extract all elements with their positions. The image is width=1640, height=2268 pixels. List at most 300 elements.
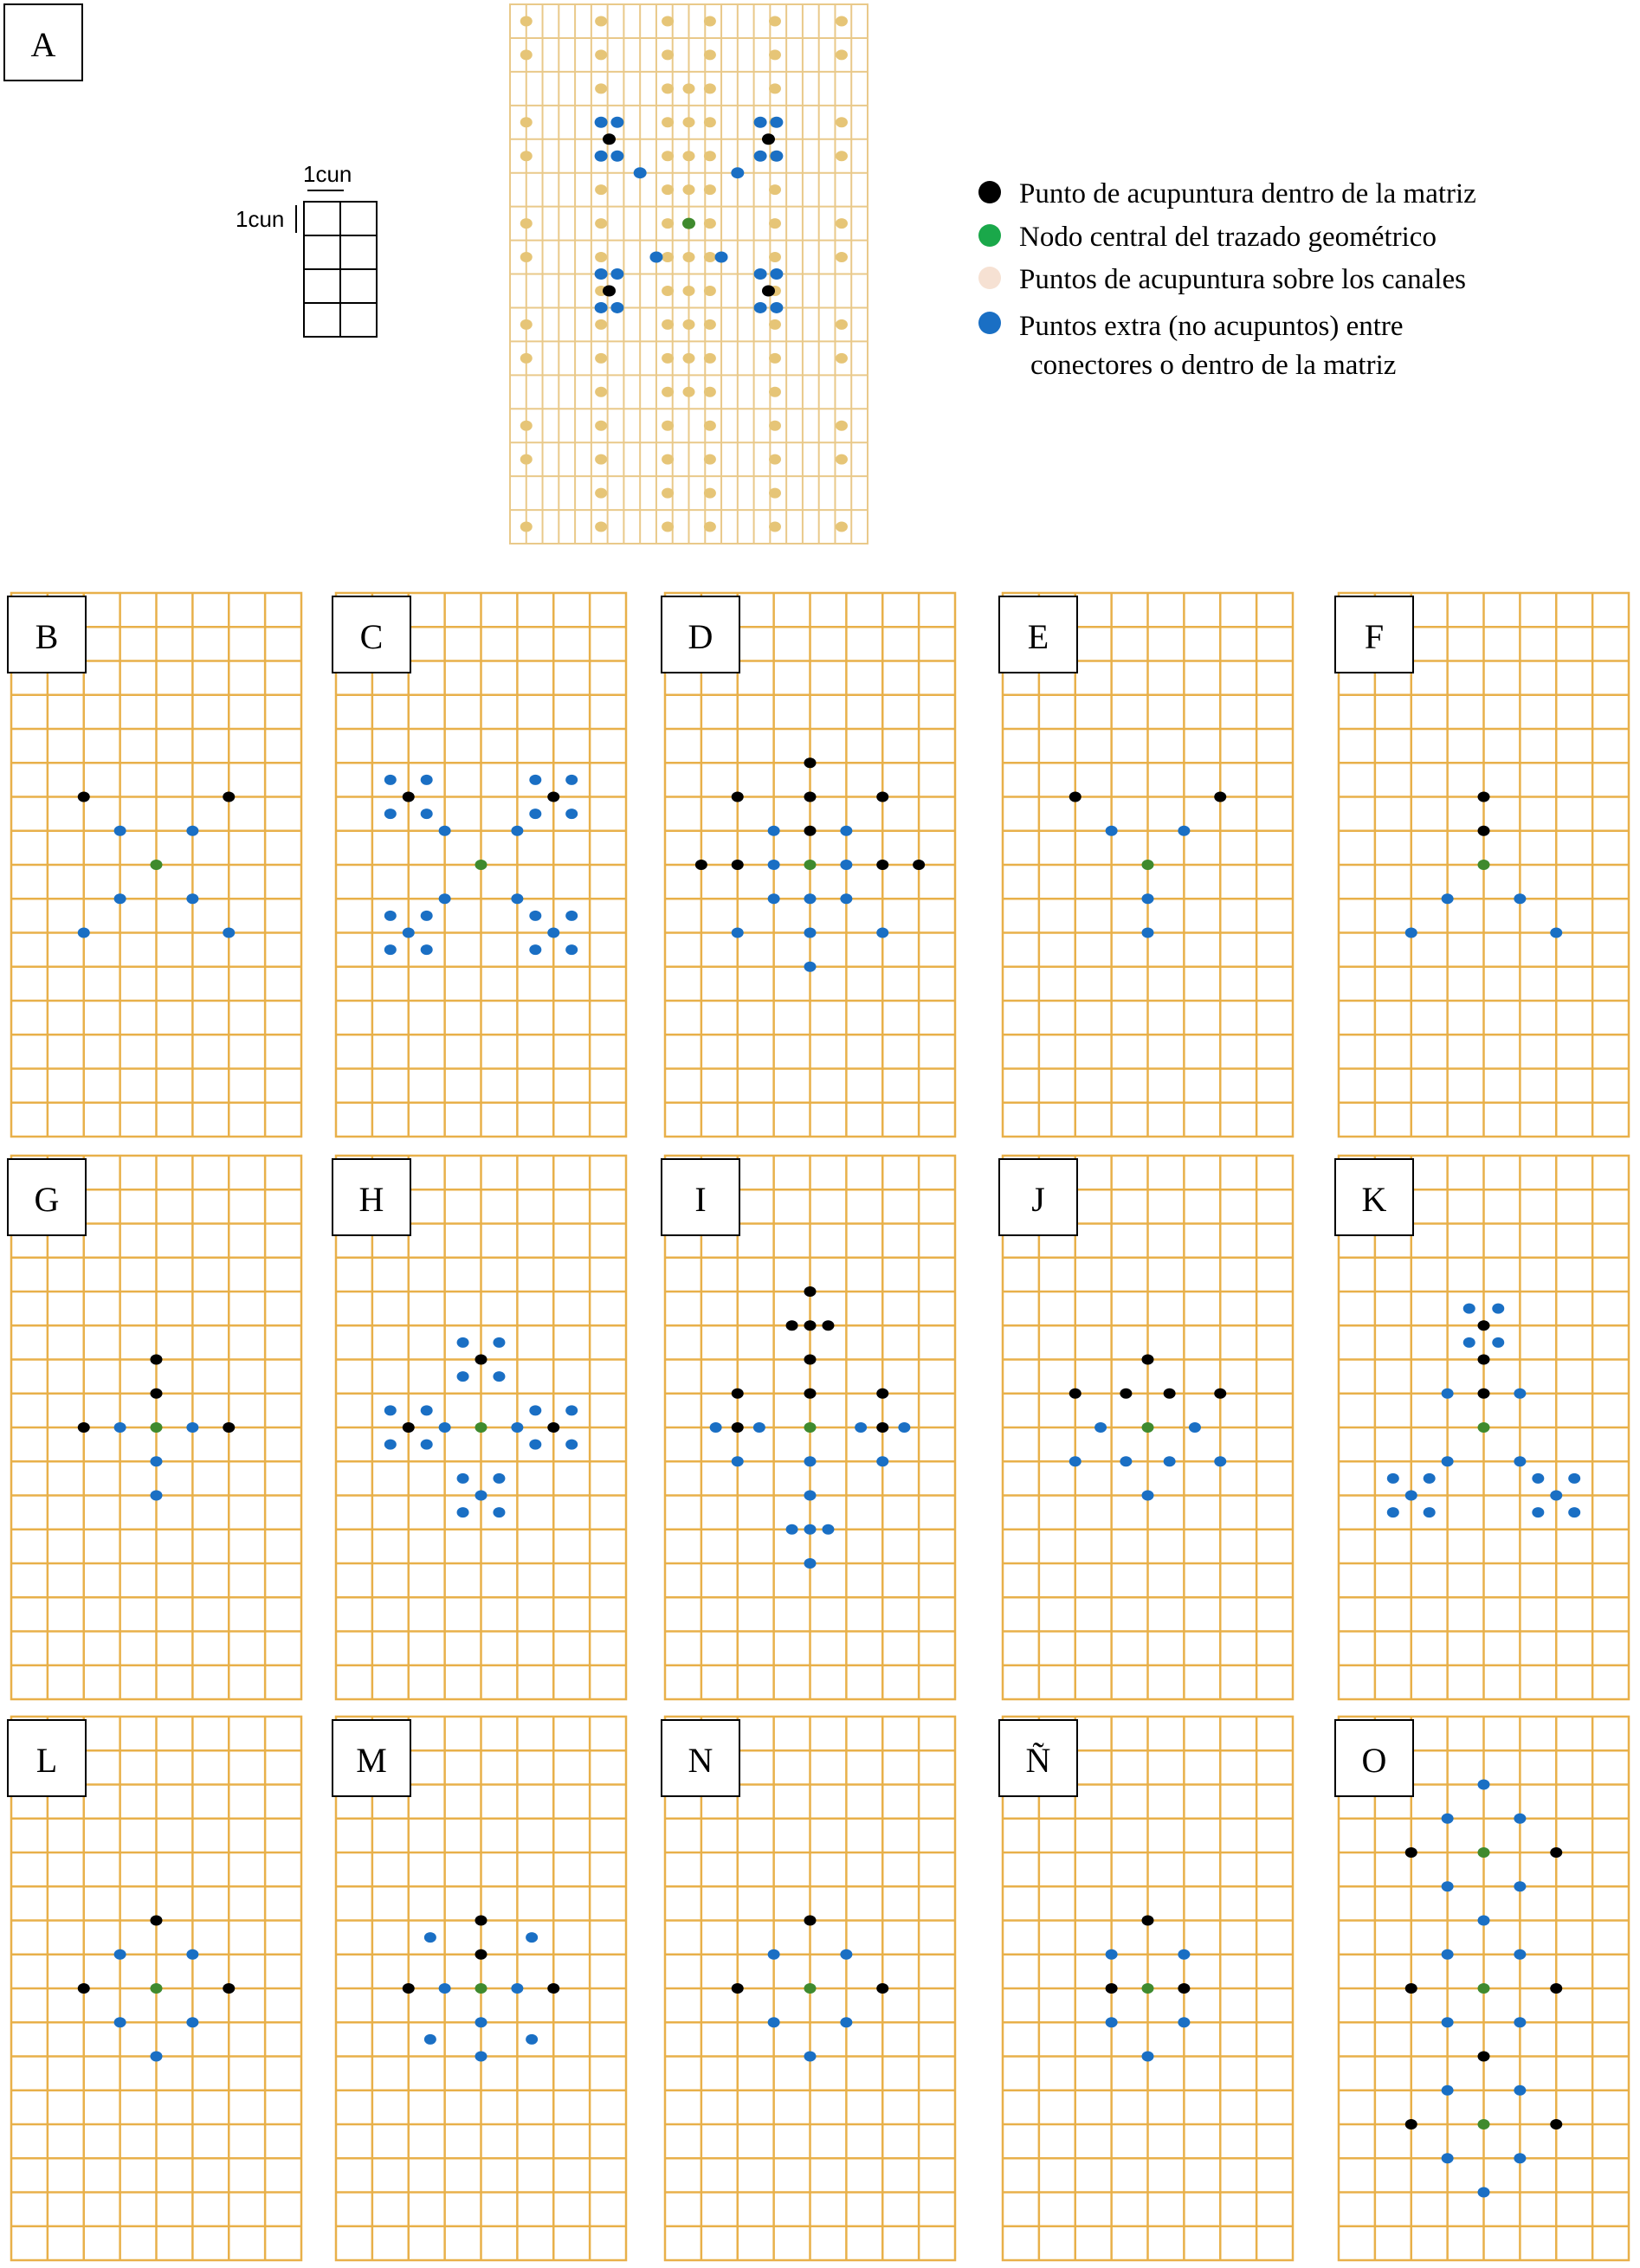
extra-point [526, 2034, 538, 2045]
channel-point [520, 522, 533, 532]
extra-point [804, 1558, 817, 1569]
central-node [1478, 1422, 1490, 1433]
extra-point [186, 2017, 198, 2027]
extra-point [457, 1337, 469, 1348]
channel-point [836, 319, 848, 330]
channel-point [836, 117, 848, 127]
channel-point [595, 218, 607, 229]
extra-point [804, 893, 817, 904]
extra-point [634, 167, 647, 178]
central-node [1142, 860, 1154, 870]
channel-point [683, 387, 695, 397]
extra-point [439, 1422, 451, 1433]
acupoint [732, 1422, 744, 1433]
extra-point [1514, 1881, 1526, 1891]
extra-point [1387, 1507, 1399, 1517]
acupoint [1478, 1355, 1490, 1365]
panel-label-text: N [688, 1741, 713, 1780]
panel-label-text: F [1364, 617, 1385, 656]
acupoint [876, 1422, 888, 1433]
extra-point [768, 2017, 780, 2027]
panel-label-g [8, 1159, 86, 1235]
extra-point [732, 928, 744, 938]
scale-grid [304, 202, 377, 337]
scale-reference [236, 161, 377, 337]
extra-point [1424, 1473, 1436, 1484]
extra-point [1514, 1389, 1526, 1399]
channel-point [836, 421, 848, 431]
acupoint [804, 757, 817, 768]
extra-point [186, 1949, 198, 1960]
extra-point [1568, 1473, 1580, 1484]
panel-label-n [662, 1720, 739, 1796]
acupoint [1478, 826, 1490, 836]
panel-label-a [4, 4, 82, 81]
extra-point [1550, 1491, 1562, 1501]
extra-point [754, 151, 767, 162]
acupoint [547, 1983, 559, 1994]
channel-point [662, 184, 674, 195]
extra-point [565, 1405, 578, 1415]
panel-label-text: L [36, 1741, 58, 1780]
channel-point [683, 353, 695, 364]
panel-e [999, 593, 1293, 1137]
extra-point [840, 826, 852, 836]
channel-point [769, 488, 781, 499]
extra-point [610, 268, 623, 280]
extra-point [1514, 1814, 1526, 1824]
channel-point [704, 319, 716, 330]
extra-point [770, 302, 783, 313]
panel-label-d [662, 596, 739, 673]
panel-a [4, 4, 868, 544]
extra-point [1094, 1422, 1107, 1433]
extra-point [804, 928, 817, 938]
channel-point [662, 387, 674, 397]
extra-point [565, 809, 578, 819]
extra-point [840, 893, 852, 904]
extra-point [421, 1440, 433, 1450]
extra-point [1405, 928, 1417, 938]
channel-point [836, 454, 848, 465]
channel-point [836, 218, 848, 229]
acupoint [223, 1983, 235, 1994]
channel-point [704, 522, 716, 532]
extra-point [1189, 1422, 1201, 1433]
central-node [475, 1983, 487, 1994]
acupoint [732, 1389, 744, 1399]
extra-point [770, 117, 783, 128]
extra-point [1164, 1456, 1176, 1466]
acupoint [403, 1422, 415, 1433]
extra-point [114, 893, 126, 904]
channel-point [683, 252, 695, 262]
central-node [1142, 1422, 1154, 1433]
central-node [1478, 860, 1490, 870]
panels-layer [4, 4, 1629, 2260]
panel-label-m [333, 1720, 410, 1796]
extra-point [770, 151, 783, 162]
extra-point [511, 1983, 523, 1994]
extra-point [1069, 1456, 1081, 1466]
extra-point [565, 911, 578, 921]
extra-point [1142, 928, 1154, 938]
extra-point [475, 1491, 487, 1501]
channel-point [520, 151, 533, 161]
legend [978, 178, 1476, 381]
central-node [151, 1983, 163, 1994]
extra-point [1424, 1507, 1436, 1517]
extra-point [649, 252, 662, 263]
panel-n-tilde [999, 1717, 1293, 2260]
extra-point [754, 302, 767, 313]
extra-point [876, 928, 888, 938]
legend-label-central-node: Nodo central del trazado geométrico [1019, 222, 1437, 253]
channel-point [836, 49, 848, 60]
acupoint [804, 1355, 817, 1365]
panel-label-text: A [30, 25, 56, 64]
acupoint [1550, 2119, 1562, 2129]
extra-point [595, 268, 608, 280]
channel-point [520, 454, 533, 465]
channel-point [662, 83, 674, 93]
acupoint [822, 1320, 834, 1331]
panel-label-text: M [356, 1741, 387, 1780]
central-node [804, 1422, 817, 1433]
extra-point [1514, 2153, 1526, 2163]
acupoint [762, 133, 775, 145]
extra-point [840, 2017, 852, 2027]
channel-point [704, 117, 716, 127]
channel-point [683, 184, 695, 195]
panel-label-text: B [35, 617, 59, 656]
channel-point [662, 117, 674, 127]
acupoint [403, 792, 415, 802]
acupoint [1142, 1355, 1154, 1365]
extra-point [1463, 1337, 1475, 1348]
panel-b [8, 593, 301, 1137]
extra-point [595, 302, 608, 313]
acupoint [695, 860, 707, 870]
extra-point [114, 826, 126, 836]
extra-point [1214, 1456, 1226, 1466]
panel-label-f [1335, 596, 1413, 673]
central-node [1478, 1983, 1490, 1994]
extra-point [1442, 1814, 1454, 1824]
extra-point [384, 911, 397, 921]
extra-point [186, 826, 198, 836]
central-node [804, 1983, 817, 1994]
channel-point [595, 454, 607, 465]
central-node [151, 860, 163, 870]
legend-label-acupoint: Punto de acupuntura dentro de la matriz [1019, 178, 1476, 209]
panel-label-o [1335, 1720, 1413, 1796]
channel-point [769, 319, 781, 330]
channel-point [595, 319, 607, 330]
channel-point [769, 252, 781, 262]
channel-point [520, 353, 533, 364]
panel-label-c [333, 596, 410, 673]
acupoint [732, 860, 744, 870]
extra-point [786, 1524, 798, 1535]
acupoint [1405, 1847, 1417, 1858]
central-node [1478, 2119, 1490, 2129]
central-node [804, 860, 817, 870]
acupoint [876, 860, 888, 870]
channel-point [704, 151, 716, 161]
extra-point [804, 2052, 817, 2062]
extra-point [876, 1456, 888, 1466]
panel-o [1335, 1717, 1629, 2260]
extra-point [421, 809, 433, 819]
extra-point [1178, 826, 1190, 836]
extra-point [731, 167, 744, 178]
channel-point [662, 286, 674, 296]
extra-point [421, 1405, 433, 1415]
extra-point [565, 944, 578, 955]
acupoint [1550, 1983, 1562, 1994]
acupoint [547, 1422, 559, 1433]
channel-point [704, 83, 716, 93]
extra-point [529, 944, 541, 955]
acupoint [804, 1286, 817, 1297]
panel-label-i [662, 1159, 739, 1235]
channel-point [595, 184, 607, 195]
channel-point [595, 83, 607, 93]
extra-point [424, 1932, 436, 1943]
channel-point [520, 218, 533, 229]
panel-g [8, 1156, 301, 1699]
channel-point [662, 319, 674, 330]
extra-point [1442, 1456, 1454, 1466]
extra-point [1178, 1949, 1190, 1960]
channel-point [704, 421, 716, 431]
extra-point [754, 117, 767, 128]
acupoint [603, 133, 616, 145]
channel-point [662, 151, 674, 161]
channel-point [769, 49, 781, 60]
channel-point [520, 117, 533, 127]
panel-m [333, 1717, 626, 2260]
extra-point [840, 1949, 852, 1960]
acupoint [1478, 2052, 1490, 2062]
extra-point [457, 1507, 469, 1517]
extra-point [898, 1422, 910, 1433]
extra-point [529, 775, 541, 785]
acupoint [603, 285, 616, 296]
channel-point [595, 252, 607, 262]
extra-point [1492, 1304, 1504, 1314]
channel-point [520, 16, 533, 26]
extra-point [1442, 2153, 1454, 2163]
extra-point [439, 893, 451, 904]
panel-label-text: D [688, 617, 713, 656]
channel-point [769, 421, 781, 431]
panel-label-j [999, 1159, 1077, 1235]
acupoint [223, 792, 235, 802]
extra-point [475, 2052, 487, 2062]
acupoint [804, 792, 817, 802]
extra-point [1514, 893, 1526, 904]
extra-point [424, 2034, 436, 2045]
extra-point [151, 1491, 163, 1501]
extra-point [529, 1405, 541, 1415]
panel-label-text: O [1361, 1741, 1387, 1780]
extra-point [1514, 2085, 1526, 2096]
extra-point [526, 1932, 538, 1943]
extra-point [1106, 826, 1118, 836]
acupoint [1478, 792, 1490, 802]
channel-point [662, 218, 674, 229]
extra-point [1478, 1780, 1490, 1790]
acupoint [786, 1320, 798, 1331]
extra-point [493, 1473, 505, 1484]
extra-point [715, 252, 728, 263]
acupoint [475, 1949, 487, 1960]
panel-i [662, 1156, 955, 1699]
extra-point [1550, 928, 1562, 938]
extra-point [1106, 1949, 1118, 1960]
extra-point [151, 2052, 163, 2062]
extra-point [1442, 1389, 1454, 1399]
acupoint [78, 1422, 90, 1433]
extra-point [1463, 1304, 1475, 1314]
legend-swatch-channel-points [978, 267, 1001, 289]
acupoint [151, 1389, 163, 1399]
central-node [475, 1422, 487, 1433]
channel-point [704, 286, 716, 296]
extra-point [1568, 1507, 1580, 1517]
channel-point [520, 421, 533, 431]
panel-label-b [8, 596, 86, 673]
channel-point [595, 522, 607, 532]
extra-point [1478, 2187, 1490, 2198]
acupoint [804, 1389, 817, 1399]
extra-point [565, 1440, 578, 1450]
channel-point [704, 353, 716, 364]
acupoint [475, 1916, 487, 1926]
extra-point [457, 1473, 469, 1484]
extra-point [186, 1422, 198, 1433]
extra-point [804, 1456, 817, 1466]
extra-point [1442, 1881, 1454, 1891]
extra-point [403, 928, 415, 938]
central-node [151, 1422, 163, 1433]
channel-point [836, 252, 848, 262]
extra-point [595, 151, 608, 162]
panel-label-text: H [358, 1180, 384, 1219]
extra-point [770, 268, 783, 280]
central-node [475, 860, 487, 870]
channel-point [662, 454, 674, 465]
channel-point [595, 16, 607, 26]
acupoint [1214, 792, 1226, 802]
channel-point [662, 353, 674, 364]
panel-label-text: J [1031, 1180, 1045, 1219]
extra-point [595, 117, 608, 128]
extra-point [753, 1422, 765, 1433]
channel-point [704, 454, 716, 465]
extra-point [493, 1337, 505, 1348]
acupoint [913, 860, 925, 870]
central-node [1478, 1847, 1490, 1858]
panel-label-text: G [34, 1180, 60, 1219]
extra-point [186, 893, 198, 904]
channel-point [769, 218, 781, 229]
panel-label-text: C [359, 617, 384, 656]
extra-point [1492, 1337, 1504, 1348]
extra-point [457, 1371, 469, 1382]
extra-point [384, 775, 397, 785]
acupoint [876, 1983, 888, 1994]
extra-point [1120, 1456, 1132, 1466]
acupoint [1069, 792, 1081, 802]
panel-d [662, 593, 955, 1137]
extra-point [610, 302, 623, 313]
channel-point [683, 117, 695, 127]
acupoint [876, 1389, 888, 1399]
acupoint [403, 1983, 415, 1994]
extra-point [384, 1405, 397, 1415]
extra-point [710, 1422, 722, 1433]
extra-point [511, 1422, 523, 1433]
extra-point [804, 1491, 817, 1501]
extra-point [840, 860, 852, 870]
channel-point [520, 319, 533, 330]
extra-point [768, 826, 780, 836]
legend-label-channel-points: Puntos de acupuntura sobre los canales [1019, 264, 1466, 295]
extra-point [804, 962, 817, 972]
extra-point [421, 775, 433, 785]
channel-point [683, 319, 695, 330]
channel-point [769, 387, 781, 397]
acupoint [1405, 1983, 1417, 1994]
extra-point [114, 1949, 126, 1960]
channel-point [704, 252, 716, 262]
panel-label-text: Ñ [1025, 1741, 1051, 1780]
channel-point [769, 522, 781, 532]
extra-point [529, 1440, 541, 1450]
channel-point [769, 454, 781, 465]
extra-point [114, 2017, 126, 2027]
channel-point [836, 16, 848, 26]
extra-point [421, 944, 433, 955]
extra-point [768, 1949, 780, 1960]
channel-point [683, 286, 695, 296]
extra-point [439, 826, 451, 836]
extra-point [1142, 1491, 1154, 1501]
panel-j [999, 1156, 1293, 1699]
acupoint [151, 1916, 163, 1926]
extra-point [1178, 2017, 1190, 2027]
extra-point [78, 928, 90, 938]
acupoint [762, 285, 775, 296]
channel-point [704, 16, 716, 26]
acupoint [1069, 1389, 1081, 1399]
extra-point [1142, 893, 1154, 904]
extra-point [384, 944, 397, 955]
acupoint [223, 1422, 235, 1433]
acupoint [1120, 1389, 1132, 1399]
acupoint [804, 1320, 817, 1331]
scale-vertical-label: 1cun [236, 206, 285, 232]
extra-point [732, 1456, 744, 1466]
panel-k [1335, 1156, 1629, 1699]
channel-point [595, 353, 607, 364]
acupoint [732, 792, 744, 802]
panel-label-l [8, 1720, 86, 1796]
channel-point [683, 83, 695, 93]
